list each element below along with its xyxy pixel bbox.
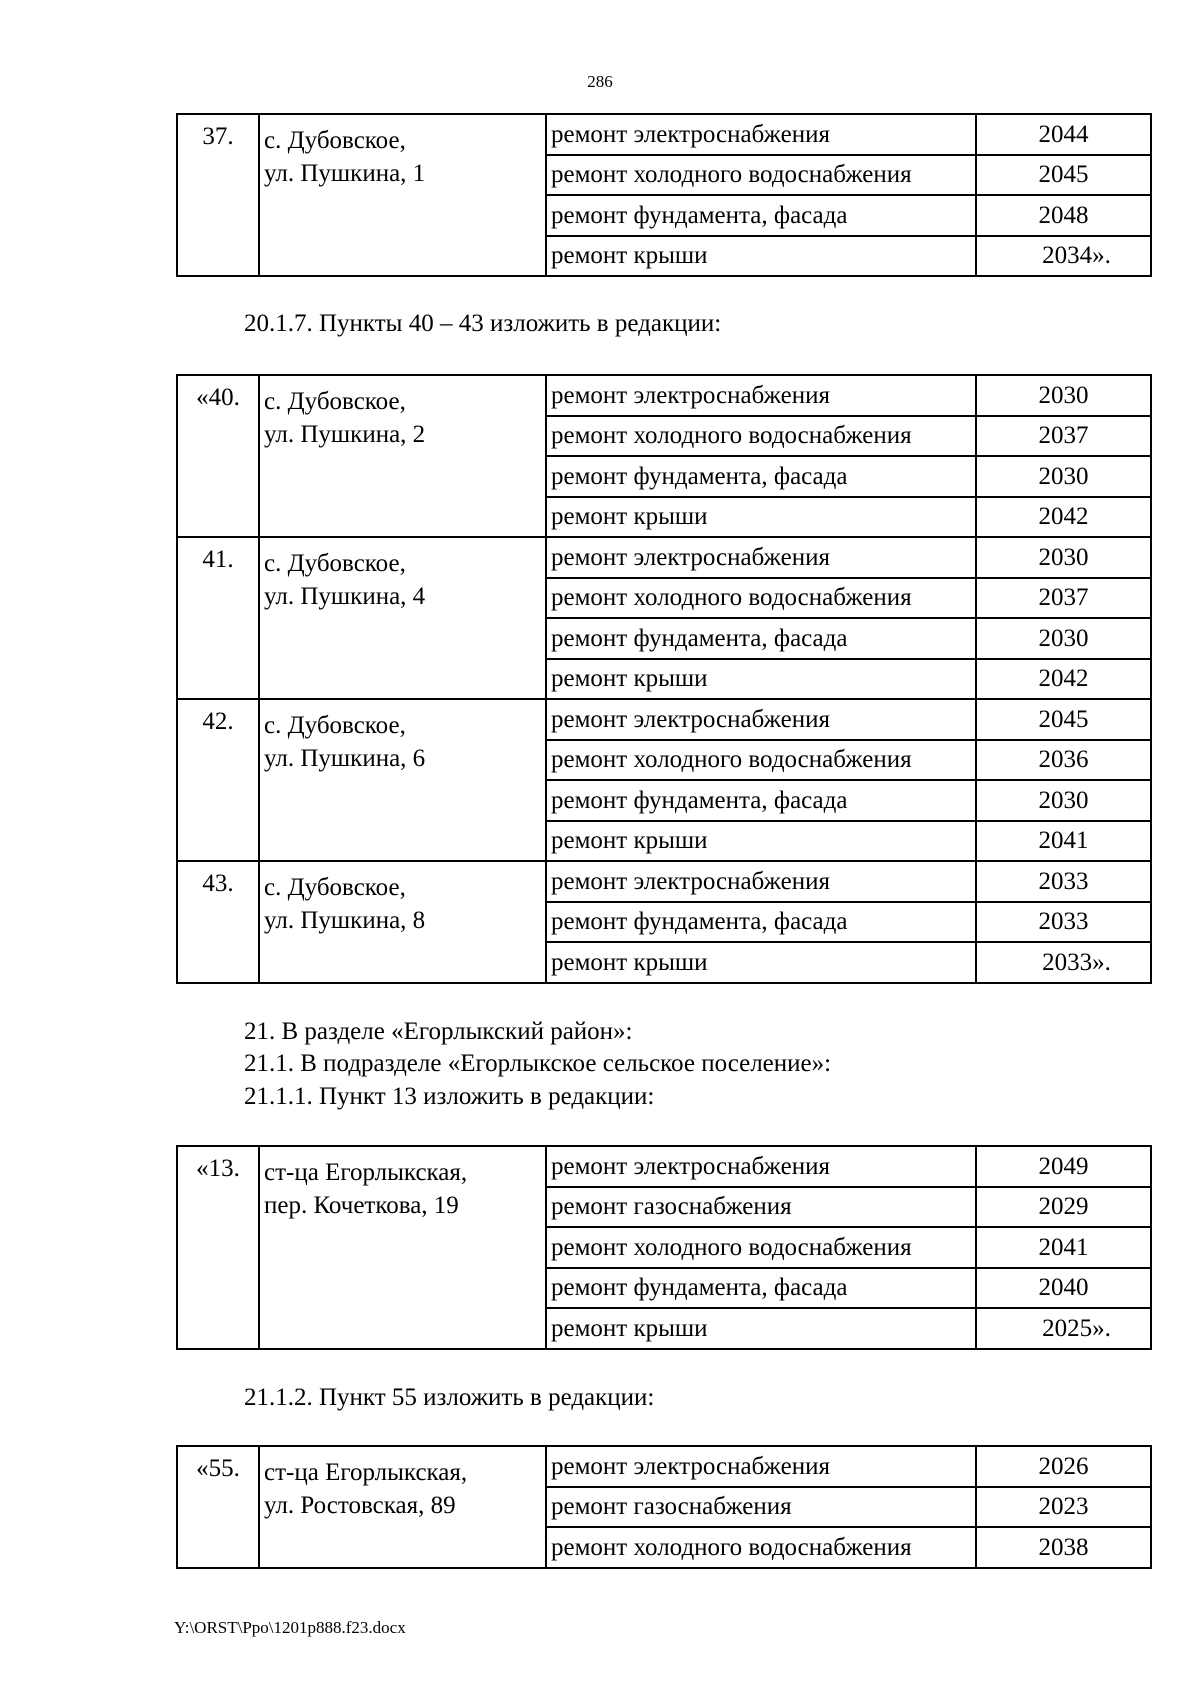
table-row [177,537,1151,578]
work-type: ремонт газоснабжения [546,1487,976,1528]
work-type: ремонт фундамента, фасада [546,618,976,659]
work-year: 2045 [1038,705,1089,733]
paragraph-21: 21. В разделе «Егорлыкский район»: [244,1018,633,1045]
work-type: ремонт фундамента, фасада [546,1268,976,1309]
address-locality: с. Дубовское, [264,127,406,154]
work-type: ремонт крыши [546,236,976,277]
work-type: ремонт электроснабжения [546,114,976,155]
work-year-cell [976,699,1151,740]
work-year-cell [976,114,1151,155]
work-year-cell [976,902,1151,943]
item-number: «13. [177,1146,259,1349]
address-locality: с. Дубовское, [264,874,406,901]
item-number: 43. [177,861,259,983]
work-year-cell [976,780,1151,821]
work-year-cell [976,375,1151,416]
work-year: 2045 [1038,161,1089,189]
work-year: 2030 [1038,786,1089,814]
work-year-cell [976,1308,1151,1349]
work-year-cell [976,236,1151,277]
work-type: ремонт крыши [546,942,976,983]
work-year-cell [976,1146,1151,1187]
work-type: ремонт холодного водоснабжения [546,578,976,619]
work-type: ремонт электроснабжения [546,1446,976,1487]
address-street: ул. Ростовская, 89 [264,1492,456,1519]
work-type: ремонт газоснабжения [546,1187,976,1228]
item-number: 41. [177,537,259,699]
work-year: 2033 [1038,867,1089,895]
work-type: ремонт фундамента, фасада [546,902,976,943]
work-year: 2030 [1038,624,1089,652]
work-year: 2030 [1038,543,1089,571]
work-type: ремонт крыши [546,659,976,700]
repair-schedule-table-items-40-43 [176,374,1152,984]
work-year: 2044 [1038,120,1089,148]
table-row [177,1446,1151,1487]
work-year: 2042 [1038,503,1089,531]
table-row [177,861,1151,902]
paragraph-20-1-7: 20.1.7. Пункты 40 – 43 изложить в редакции: [244,310,722,337]
work-type: ремонт крыши [546,497,976,538]
work-type: ремонт электроснабжения [546,375,976,416]
work-type: ремонт холодного водоснабжения [546,155,976,196]
address-street: ул. Пушкина, 2 [264,421,426,448]
work-year-cell [976,1487,1151,1528]
table-row [177,699,1151,740]
work-year: 2042 [1038,665,1089,693]
work-year-cell [976,740,1151,781]
work-year: 2040 [1038,1274,1089,1302]
work-year: 2033». [1042,948,1111,976]
address-locality: с. Дубовское, [264,388,406,415]
address-locality: ст-ца Егорлыкская, [264,1459,468,1486]
work-year-cell [976,1446,1151,1487]
address-cell [259,861,546,983]
item-number: «55. [177,1446,259,1568]
work-year-cell [976,497,1151,538]
work-year-cell [976,1227,1151,1268]
repair-schedule-table-item-13 [176,1145,1152,1350]
address-locality: с. Дубовское, [264,712,406,739]
paragraph-21-1: 21.1. В подразделе «Егорлыкское сельское поселение»: [244,1050,832,1077]
work-type: ремонт электроснабжения [546,699,976,740]
repair-schedule-table-item-55 [176,1445,1152,1569]
work-year: 2023 [1038,1493,1089,1521]
work-type: ремонт фундамента, фасада [546,195,976,236]
work-year: 2048 [1038,201,1089,229]
work-type: ремонт электроснабжения [546,861,976,902]
work-type: ремонт холодного водоснабжения [546,740,976,781]
work-year-cell [976,659,1151,700]
work-year-cell [976,821,1151,862]
item-number: 42. [177,699,259,861]
paragraph-21-1-1: 21.1.1. Пункт 13 изложить в редакции: [244,1083,655,1110]
work-year: 2037 [1038,584,1089,612]
address-street: пер. Кочеткова, 19 [264,1192,459,1219]
work-year: 2030 [1038,381,1089,409]
work-year: 2025». [1042,1314,1111,1342]
work-year: 2036 [1038,746,1089,774]
work-year: 2038 [1038,1533,1089,1561]
work-year-cell [976,416,1151,457]
table-row [177,114,1151,155]
address-street: ул. Пушкина, 6 [264,745,426,772]
work-year-cell [976,456,1151,497]
work-type: ремонт холодного водоснабжения [546,1527,976,1568]
work-year: 2037 [1038,422,1089,450]
address-street: ул. Пушкина, 4 [264,583,426,610]
table-row [177,375,1151,416]
work-year-cell [976,618,1151,659]
work-year: 2030 [1038,462,1089,490]
work-year-cell [976,195,1151,236]
work-year: 2049 [1038,1152,1089,1180]
address-locality: с. Дубовское, [264,550,406,577]
address-street: ул. Пушкина, 8 [264,907,426,934]
work-type: ремонт холодного водоснабжения [546,1227,976,1268]
work-year: 2041 [1038,1233,1089,1261]
paragraph-21-1-2: 21.1.2. Пункт 55 изложить в редакции: [244,1384,655,1411]
address-cell [259,537,546,699]
work-type: ремонт фундамента, фасада [546,456,976,497]
item-number: «40. [177,375,259,537]
page-number: 286 [587,72,613,91]
address-cell [259,1146,546,1349]
footer-file-path: Y:\ORST\Ppo\1201p888.f23.docx [174,1618,406,1637]
item-number: 37. [177,114,259,276]
table-row [177,1146,1151,1187]
work-year-cell [976,537,1151,578]
work-type: ремонт холодного водоснабжения [546,416,976,457]
work-year: 2026 [1038,1452,1089,1480]
work-type: ремонт электроснабжения [546,537,976,578]
address-cell [259,114,546,276]
work-year: 2029 [1038,1193,1089,1221]
address-cell [259,1446,546,1568]
work-type: ремонт фундамента, фасада [546,780,976,821]
work-year-cell [976,1268,1151,1309]
repair-schedule-table-item-37 [176,113,1152,277]
work-type: ремонт электроснабжения [546,1146,976,1187]
work-year: 2034». [1042,242,1111,270]
work-year: 2041 [1038,827,1089,855]
work-year-cell [976,1527,1151,1568]
work-type: ремонт крыши [546,1308,976,1349]
work-year-cell [976,1187,1151,1228]
work-year-cell [976,155,1151,196]
work-year-cell [976,578,1151,619]
address-cell [259,375,546,537]
work-type: ремонт крыши [546,821,976,862]
address-street: ул. Пушкина, 1 [264,160,426,187]
work-year: 2033 [1038,908,1089,936]
work-year-cell [976,861,1151,902]
address-cell [259,699,546,861]
address-locality: ст-ца Егорлыкская, [264,1159,468,1186]
work-year-cell [976,942,1151,983]
